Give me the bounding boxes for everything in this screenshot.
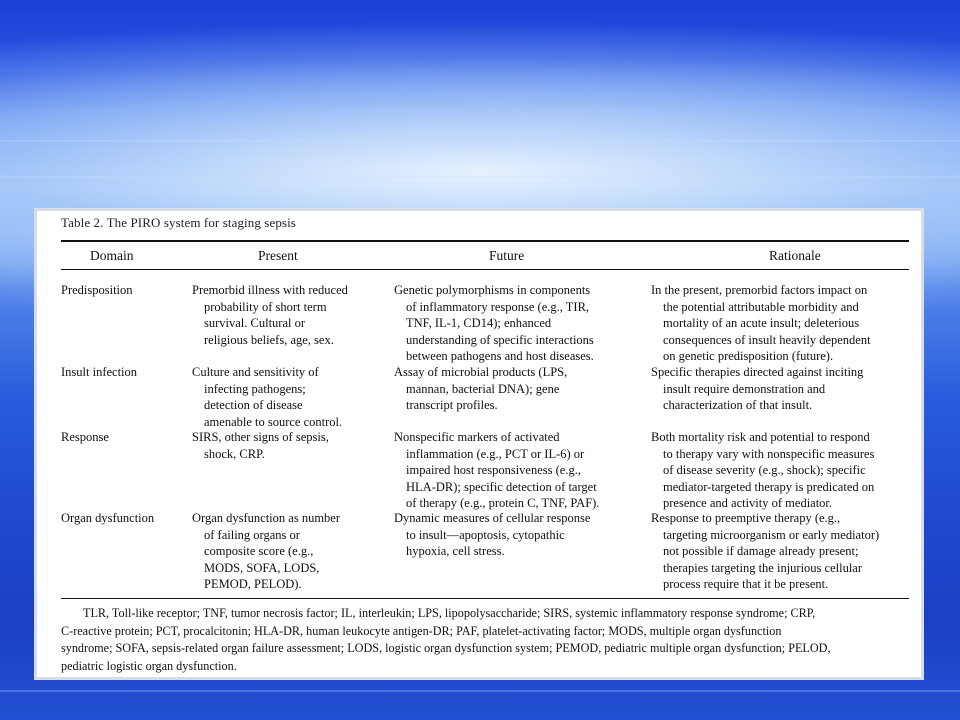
header-present: Present — [258, 248, 298, 263]
header-rationale: Rationale — [769, 248, 821, 263]
cell-text-line: to therapy vary with nonspecific measures — [663, 446, 875, 461]
table-title: Table 2. The PIRO system for staging sepsis — [61, 215, 296, 230]
cell-text-line: religious beliefs, age, sex. — [204, 332, 334, 347]
cell-text-line: Assay of microbial products (LPS, — [394, 365, 568, 379]
table-card — [34, 208, 924, 680]
cell-domain — [61, 282, 186, 299]
cell-text-line: insult require demonstration and — [663, 381, 826, 396]
cell-text-line: Response to preemptive therapy (e.g., — [651, 511, 841, 525]
cell-text-line: Organ dysfunction — [61, 511, 155, 525]
cell-domain — [61, 364, 186, 381]
cell-text-line: PEMOD, PELOD). — [204, 577, 302, 592]
cell-present — [192, 510, 382, 593]
cell-text-line: infecting pathogens; — [204, 381, 306, 396]
cell-text-line: Specific therapies directed against inciting — [651, 365, 864, 379]
background-streak — [0, 690, 960, 692]
cell-text-line: Premorbid illness with reduced — [192, 283, 348, 297]
cell-text-line: hypoxia, cell stress. — [406, 544, 505, 559]
cell-future — [394, 364, 639, 414]
cell-text-line: probability of short term — [204, 299, 327, 314]
footnote-line: syndrome; SOFA, sepsis-related organ failure assessment; LODS, logistic organ dysfunction system; PEMOD, pediatric multiple organ dysfunction; PELOD, — [61, 641, 831, 655]
cell-text-line: therapies targeting the injurious cellular — [663, 560, 863, 575]
cell-future — [394, 429, 639, 512]
footnote-line: C-reactive protein; PCT, procalcitonin; HLA-DR, human leukocyte antigen-DR; PAF, platelet-activating factor; MODS, multiple organ dysfunction — [61, 623, 782, 638]
cell-text-line: on genetic predisposition (future). — [663, 349, 834, 364]
cell-text-line: composite score (e.g., — [204, 544, 314, 559]
cell-text-line: amenable to source control. — [204, 414, 343, 429]
cell-text-line: survival. Cultural or — [204, 316, 306, 331]
cell-text-line: Organ dysfunction as number — [192, 511, 341, 525]
cell-text-line: of disease severity (e.g., shock); specific — [663, 463, 866, 478]
cell-text-line: Response — [61, 430, 109, 444]
cell-text-line: Insult infection — [61, 365, 138, 379]
cell-text-line: HLA-DR); specific detection of target — [406, 479, 597, 494]
cell-future — [394, 510, 639, 560]
footnote-line: pediatric logistic organ dysfunction. — [61, 658, 237, 673]
footnote-line: TLR, Toll-like receptor; TNF, tumor necrosis factor; IL, interleukin; LPS, lipopolysaccharide; SIRS, systemic inflammatory response syndrome; CRP, — [83, 606, 816, 620]
cell-text-line: Both mortality risk and potential to respond — [651, 430, 870, 444]
cell-text-line: process require that it be present. — [663, 577, 829, 592]
header-future: Future — [489, 248, 525, 263]
cell-rationale — [651, 429, 913, 512]
cell-text-line: TNF, IL-1, CD14); enhanced — [406, 316, 552, 331]
cell-present — [192, 364, 382, 430]
cell-text-line: presence and activity of mediator. — [663, 496, 833, 511]
cell-text-line: mediator-targeted therapy is predicated on — [663, 479, 875, 494]
cell-rationale — [651, 510, 913, 593]
cell-text-line: Nonspecific markers of activated — [394, 430, 560, 444]
table-bottom-rule — [61, 598, 909, 599]
cell-text-line: In the present, premorbid factors impact on — [651, 283, 868, 297]
cell-text-line: shock, CRP. — [204, 446, 265, 461]
cell-text-line: impaired host responsiveness (e.g., — [406, 463, 581, 478]
table-header-rule — [61, 269, 909, 270]
cell-present — [192, 429, 382, 462]
table-footnote — [61, 605, 911, 675]
cell-text-line: characterization of that insult. — [663, 398, 813, 413]
cell-rationale — [651, 364, 913, 414]
cell-text-line: to insult—apoptosis, cytopathic — [406, 527, 565, 542]
background-streak — [0, 140, 960, 142]
cell-text-line: transcript profiles. — [406, 398, 498, 413]
cell-text-line: mortality of an acute insult; deleterious — [663, 316, 860, 331]
cell-text-line: Predisposition — [61, 283, 133, 297]
header-domain: Domain — [90, 248, 134, 263]
cell-text-line: Dynamic measures of cellular response — [394, 511, 591, 525]
cell-text-line: consequences of insult heavily dependent — [663, 332, 871, 347]
cell-text-line: inflammation (e.g., PCT or IL-6) or — [406, 446, 585, 461]
cell-text-line: mannan, bacterial DNA); gene — [406, 381, 560, 396]
table-top-rule — [61, 240, 909, 242]
cell-text-line: understanding of specific interactions — [406, 332, 594, 347]
cell-text-line: the potential attributable morbidity and — [663, 299, 859, 314]
cell-domain — [61, 510, 186, 527]
cell-text-line: not possible if damage already present; — [663, 544, 859, 559]
cell-text-line: targeting microorganism or early mediator) — [663, 527, 880, 542]
background-streak — [0, 176, 960, 178]
cell-text-line: detection of disease — [204, 398, 303, 413]
cell-text-line: Genetic polymorphisms in components — [394, 283, 591, 297]
cell-domain — [61, 429, 186, 446]
cell-text-line: between pathogens and host diseases. — [406, 349, 594, 364]
cell-text-line: Culture and sensitivity of — [192, 365, 319, 379]
cell-present — [192, 282, 382, 348]
cell-text-line: of therapy (e.g., protein C, TNF, PAF). — [406, 496, 600, 511]
cell-text-line: of failing organs or — [204, 527, 300, 542]
cell-text-line: MODS, SOFA, LODS, — [204, 560, 320, 575]
cell-rationale — [651, 282, 913, 365]
cell-text-line: SIRS, other signs of sepsis, — [192, 430, 329, 444]
cell-future — [394, 282, 639, 365]
cell-text-line: of inflammatory response (e.g., TIR, — [406, 299, 590, 314]
